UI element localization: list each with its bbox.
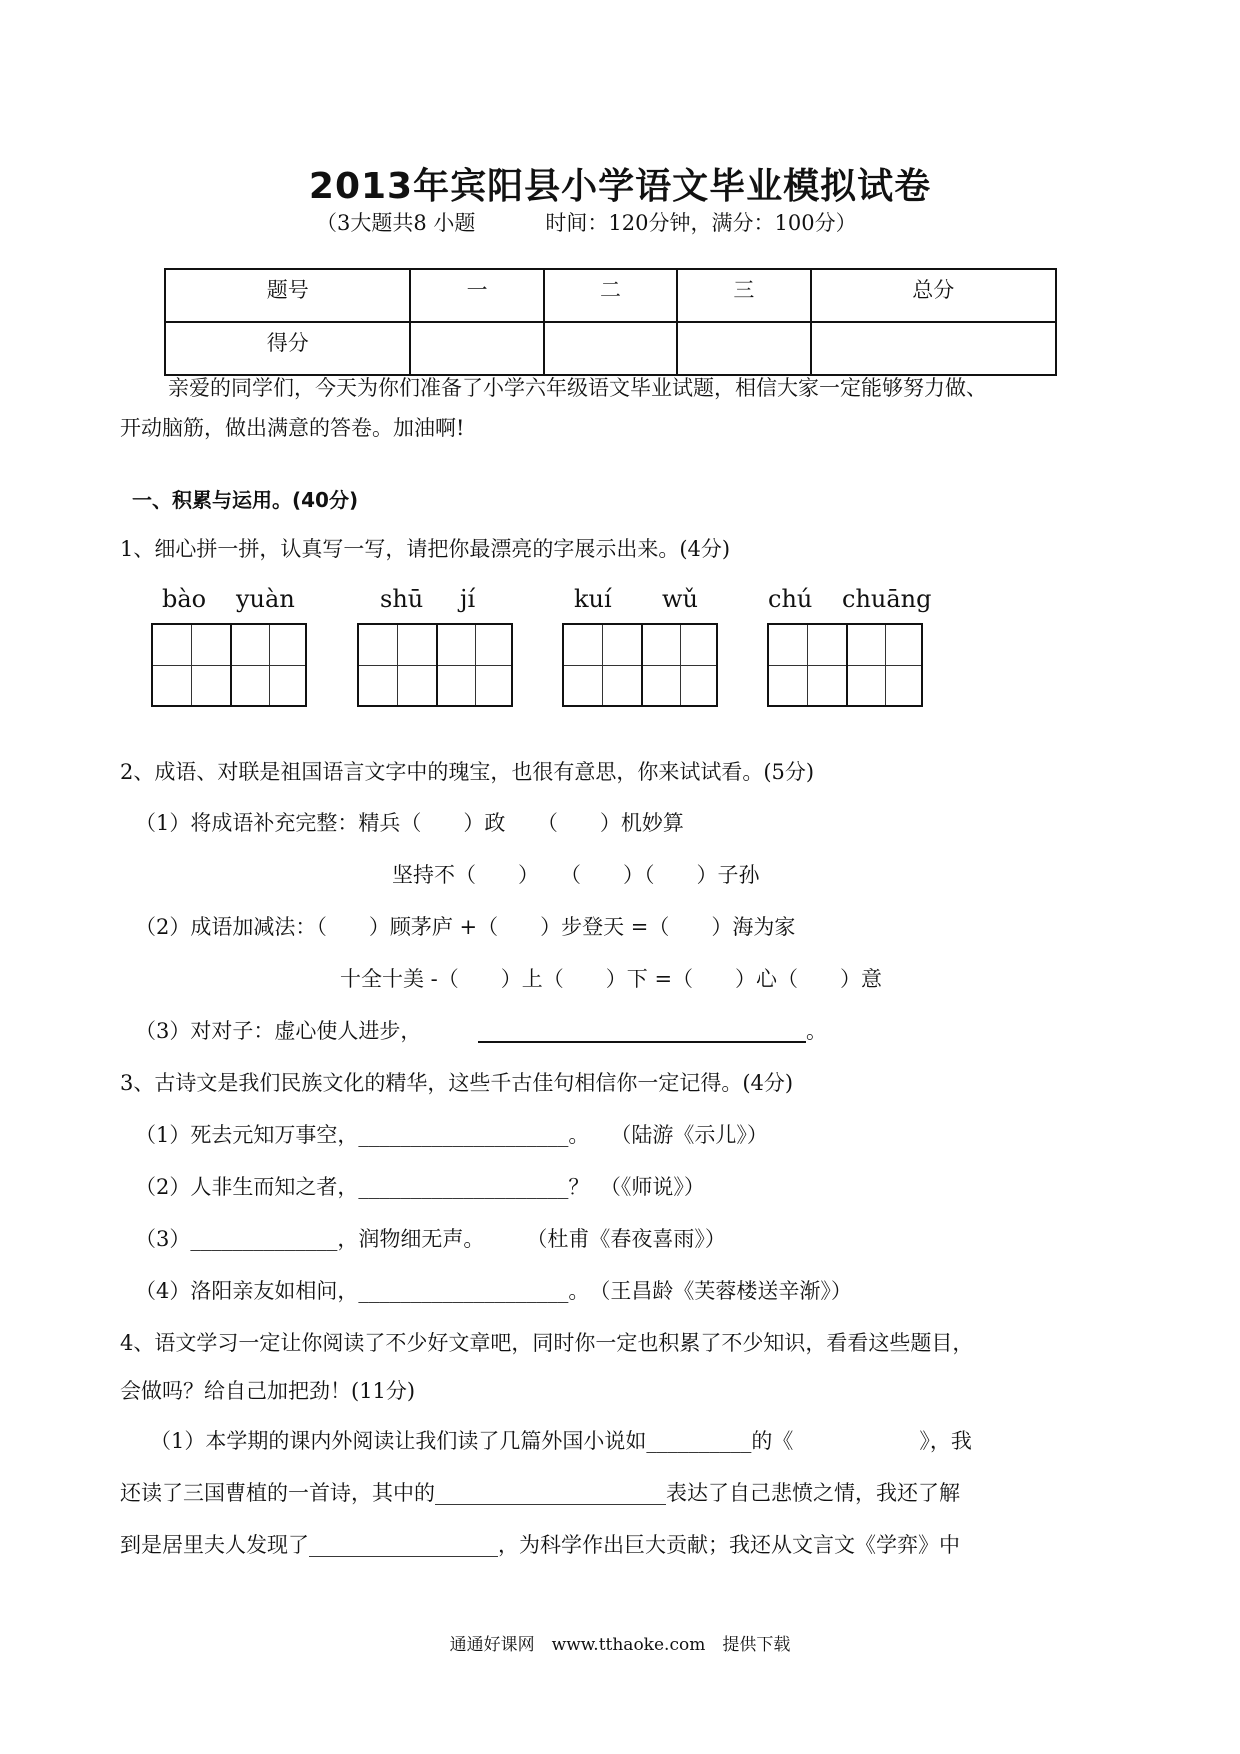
score-cell[interactable] [677, 322, 810, 375]
page-footer: 通通好课网 www.tthaoke.com 提供下载 [449, 1635, 791, 1655]
question-3-line: （1）死去元知万事空，____________________。 （陆游《示儿》） [135, 1123, 768, 1147]
pinyin-label: wǔ [662, 585, 698, 613]
exam-structure: （3大题共8 小题 [316, 211, 476, 235]
question-3-line: （4）洛阳亲友如相问，____________________。 （王昌龄《芙蓉楼送辛渐》） [135, 1279, 852, 1303]
pinyin-label: jí [460, 585, 476, 613]
page-title: 2013年宾阳县小学语文毕业模拟试卷 [308, 166, 932, 207]
pinyin-label: shū [380, 585, 424, 613]
intro-line-2: 开动脑筋，做出满意的答卷。加油啊! [120, 416, 465, 440]
question-4-part-1: （1）本学期的课内外阅读让我们读了几篇外国小说如__________的《 》，我 [150, 1429, 972, 1453]
score-table [164, 268, 1057, 376]
score-table-header-row [165, 269, 1056, 322]
character-writing-grid[interactable] [562, 623, 718, 707]
question-2-part-1a: （1）将成语补充完整：精兵（ ）政 （ ）机妙算 [135, 811, 684, 835]
pinyin-label: kuí [574, 585, 612, 613]
pinyin-label: chuāng [842, 585, 932, 613]
score-table-score-row [165, 322, 1056, 375]
score-table-header-cell: 题号 [165, 269, 410, 322]
question-4-prompt-line-1: 4、语文学习一定让你阅读了不少好文章吧，同时你一定也积累了不少知识，看看这些题目， [120, 1331, 974, 1355]
question-1-prompt: 1、细心拼一拼，认真写一写，请把你最漂亮的字展示出来。(4分) [120, 537, 731, 561]
score-cell[interactable] [410, 322, 543, 375]
question-4-part-1-cont: 到是居里夫人发现了__________________，为科学作出巨大贡献；我还从文言文《学弈》中 [120, 1533, 960, 1557]
question-3-line: （2）人非生而知之者，____________________？ （《师说》） [135, 1175, 705, 1199]
question-2-part-2b: 十全十美 -（ ）上（ ）下 =（ ）心（ ）意 [340, 967, 883, 991]
question-4-part-1-cont: 还读了三国曹植的一首诗，其中的______________________表达了自己悲愤之情，我还了解 [120, 1481, 960, 1505]
score-table-header-cell: 二 [544, 269, 677, 322]
question-4-prompt-line-2: 会做吗？给自己加把劲！(11分) [120, 1379, 416, 1403]
intro-line-1: 亲爱的同学们，今天为你们准备了小学六年级语文毕业试题，相信大家一定能够努力做、 [168, 376, 987, 400]
question-2-part-1b: 坚持不（ ） （ ）（ ）子孙 [392, 863, 760, 887]
exam-info [316, 207, 857, 237]
question-2-part-2a: （2）成语加减法：（ ）顾茅庐 +（ ）步登天 =（ ）海为家 [135, 915, 796, 939]
score-cell[interactable] [544, 322, 677, 375]
score-row-label: 得分 [165, 322, 410, 375]
character-writing-grid[interactable] [767, 623, 923, 707]
score-table-header-cell: 总分 [811, 269, 1056, 322]
question-2-prompt: 2、成语、对联是祖国语言文字中的瑰宝，也很有意思，你来试试看。(5分) [120, 760, 815, 784]
character-writing-grid[interactable] [151, 623, 307, 707]
pinyin-label: yuàn [236, 585, 295, 613]
exam-time-score: 时间：120分钟，满分：100分） [545, 211, 857, 235]
score-table-header-cell: 一 [410, 269, 543, 322]
score-table-header-cell: 三 [677, 269, 810, 322]
pinyin-label: chú [768, 585, 813, 613]
question-2-part-3: （3）对对子：虚心使人进步， [135, 1019, 422, 1043]
answer-blank[interactable] [478, 1041, 806, 1043]
character-writing-grid[interactable] [357, 623, 513, 707]
section-heading-1: 一、积累与运用。(40分) [132, 488, 359, 512]
question-2-part-3-end: 。 [806, 1019, 827, 1043]
pinyin-label: bào [162, 585, 207, 613]
question-3-prompt: 3、古诗文是我们民族文化的精华，这些千古佳句相信你一定记得。(4分) [120, 1071, 794, 1095]
score-cell[interactable] [811, 322, 1056, 375]
question-3-line: （3）______________，润物细无声。 （杜甫《春夜喜雨》） [135, 1227, 726, 1251]
